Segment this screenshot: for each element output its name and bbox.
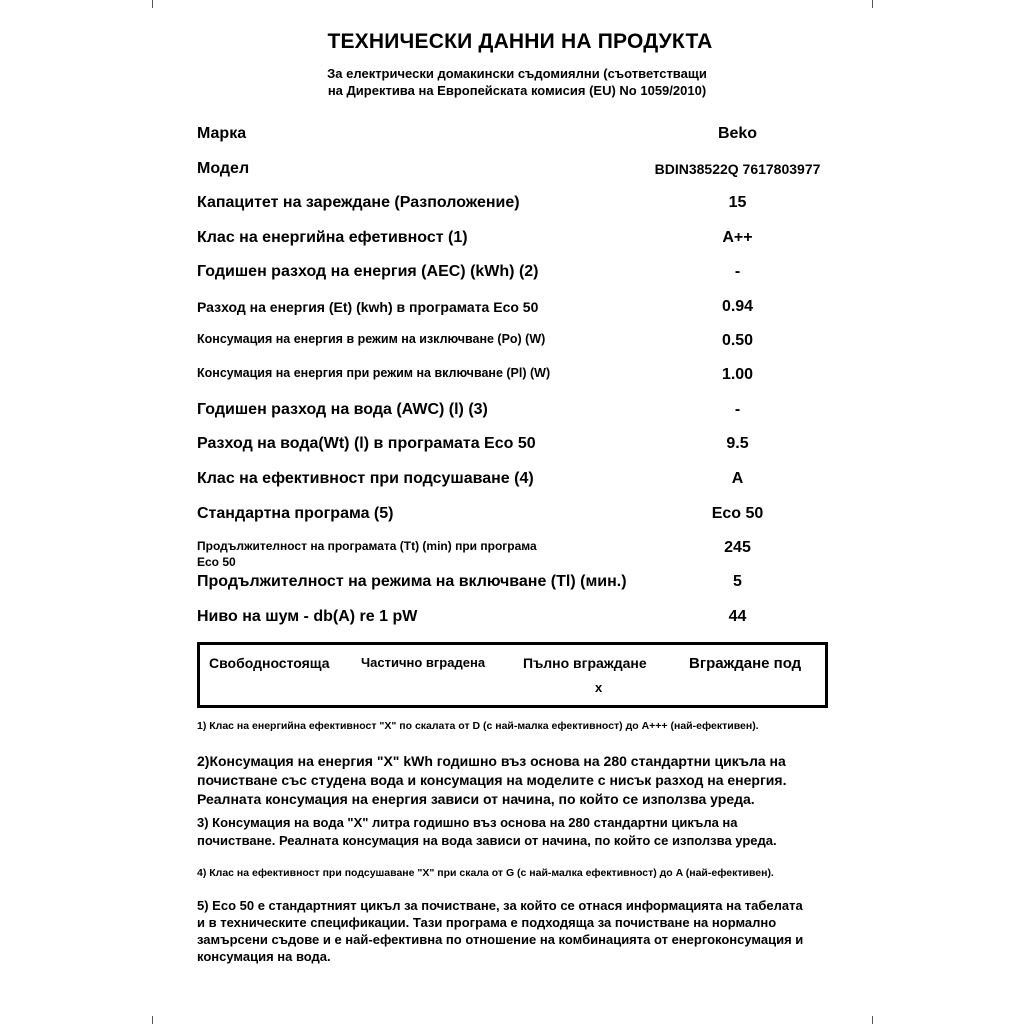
crop-mark-top-left: [152, 0, 153, 8]
footnote-3-line2: почистване. Реалната консумация на вода зависи от начина, по който се използва уреда.: [197, 833, 777, 848]
spec-value: 0.50: [721, 332, 754, 349]
spec-value: Eco 50: [711, 505, 764, 522]
spec-label: Годишен разход на вода (AWC) (l) (3): [197, 401, 488, 418]
spec-label: Продължителност на режима на включване (Tl) (мин.): [197, 573, 627, 590]
spec-value: Beko: [717, 125, 758, 142]
spec-value: 9.5: [726, 435, 749, 452]
spec-value: -: [734, 263, 741, 280]
spec-value: 44: [728, 608, 747, 625]
spec-label: Клас на енергийна ефетивност (1): [197, 229, 468, 246]
spec-value: 1.00: [721, 366, 754, 383]
spec-row-brand: [197, 125, 837, 151]
spec-label: Модел: [197, 160, 250, 177]
spec-value: 15: [728, 194, 747, 211]
crop-mark-top-right: [872, 0, 873, 8]
spec-row-capacity: [197, 194, 837, 220]
spec-label: Марка: [197, 125, 247, 142]
installation-type-box: [197, 642, 828, 708]
spec-row-energy-eco50: [197, 298, 837, 324]
footnote-2-line1: 2)Консумация на енергия "X" kWh годишно въз основа на 280 стандартни цикъла на: [197, 753, 786, 769]
crop-mark-bottom-left: [152, 1016, 153, 1024]
crop-mark-bottom-right: [872, 1016, 873, 1024]
installation-semi-integrated: Частично вградена: [361, 655, 486, 670]
installation-under-counter: Вграждане под: [689, 655, 802, 672]
spec-row-drying-class: [197, 470, 837, 496]
spec-label-line1: Продължителност на програмата (Tt) (min) при програма: [197, 539, 537, 553]
spec-label-line2: Eco 50: [197, 555, 236, 569]
spec-label: Клас на ефективност при подсушаване (4): [197, 470, 534, 487]
footnote-4: 4) Клас на ефективност при подсушаване "X" при скала от G (с най-малка ефективност) до A (най-ефективен).: [197, 867, 774, 879]
installation-fully-integrated: Пълно вграждане: [523, 655, 647, 671]
spec-value: 0.94: [721, 298, 754, 315]
spec-row-water-eco50: [197, 435, 837, 461]
footnote-5-line1: 5) Eco 50 е стандартният цикъл за почистване, за който се отнася информацията на табелата: [197, 898, 803, 913]
spec-row-left-on-duration: [197, 573, 837, 599]
spec-row-program-duration: [197, 539, 837, 573]
spec-label: Годишен разход на енергия (AEC) (kWh) (2): [197, 263, 539, 280]
footnote-3-line1: 3) Консумация на вода "X" литра годишно въз основа на 280 стандартни цикъла на: [197, 815, 738, 830]
spec-row-annual-energy: [197, 263, 837, 289]
spec-label: Разход на вода(Wt) (l) в програмата Eco 50: [197, 435, 536, 452]
footnote-5-line3: замърсени съдове и е най-ефективна по отношение на комбинацията от енергоконсумация и: [197, 932, 804, 947]
spec-row-standard-program: [197, 505, 837, 531]
spec-value: BDIN38522Q 7617803977: [654, 161, 821, 177]
spec-row-left-on-power: [197, 366, 837, 392]
document-subtitle-line1: За електрически домакински съдомиялни (съответстващи: [327, 66, 707, 81]
spec-value: A++: [722, 229, 753, 246]
spec-label: Капацитет на зареждане (Разположение): [197, 194, 520, 211]
spec-label: Консумация на енергия в режим на изключване (Po) (W): [197, 332, 546, 346]
footnote-2-line2: почистване със студена вода и консумация на моделите с нисък разход на енергия.: [197, 772, 787, 788]
spec-value: -: [734, 401, 741, 418]
footnote-2-line3: Реалната консумация на енергия зависи от начина, по който се използва уреда.: [197, 791, 755, 807]
spec-label: Разход на енергия (Et) (kwh) в програмата Eco 50: [197, 299, 539, 315]
spec-value: A: [731, 470, 744, 487]
installation-freestanding: Свободностояща: [209, 655, 330, 671]
spec-value: 245: [724, 539, 751, 556]
spec-row-off-mode-power: [197, 332, 837, 358]
spec-label: Консумация на енергия при режим на включване (Pl) (W): [197, 366, 551, 380]
spec-row-noise-level: [197, 608, 837, 634]
installation-selected-mark: x: [595, 680, 603, 695]
spec-value: 5: [733, 573, 742, 590]
document-subtitle-line2: на Директива на Европейската комисия (EU) No 1059/2010): [327, 83, 707, 98]
footnote-5-line4: консумация на вода.: [197, 949, 331, 964]
spec-row-energy-class: [197, 229, 837, 255]
footnote-5-line2: и в техническите спецификации. Тази програма е подходяща за почистване на нормално: [197, 915, 777, 930]
footnote-1: 1) Клас на енергийна ефективност "X" по скалата от D (с най-малка ефективност) до A+++ (най-ефективен).: [197, 720, 759, 732]
spec-row-model: [197, 160, 837, 186]
spec-label: Ниво на шум - db(A) re 1 pW: [197, 608, 418, 625]
document-title: ТЕХНИЧЕСКИ ДАННИ НА ПРОДУКТА: [327, 30, 713, 53]
spec-row-annual-water: [197, 401, 837, 427]
spec-label: Стандартна програма (5): [197, 505, 394, 522]
